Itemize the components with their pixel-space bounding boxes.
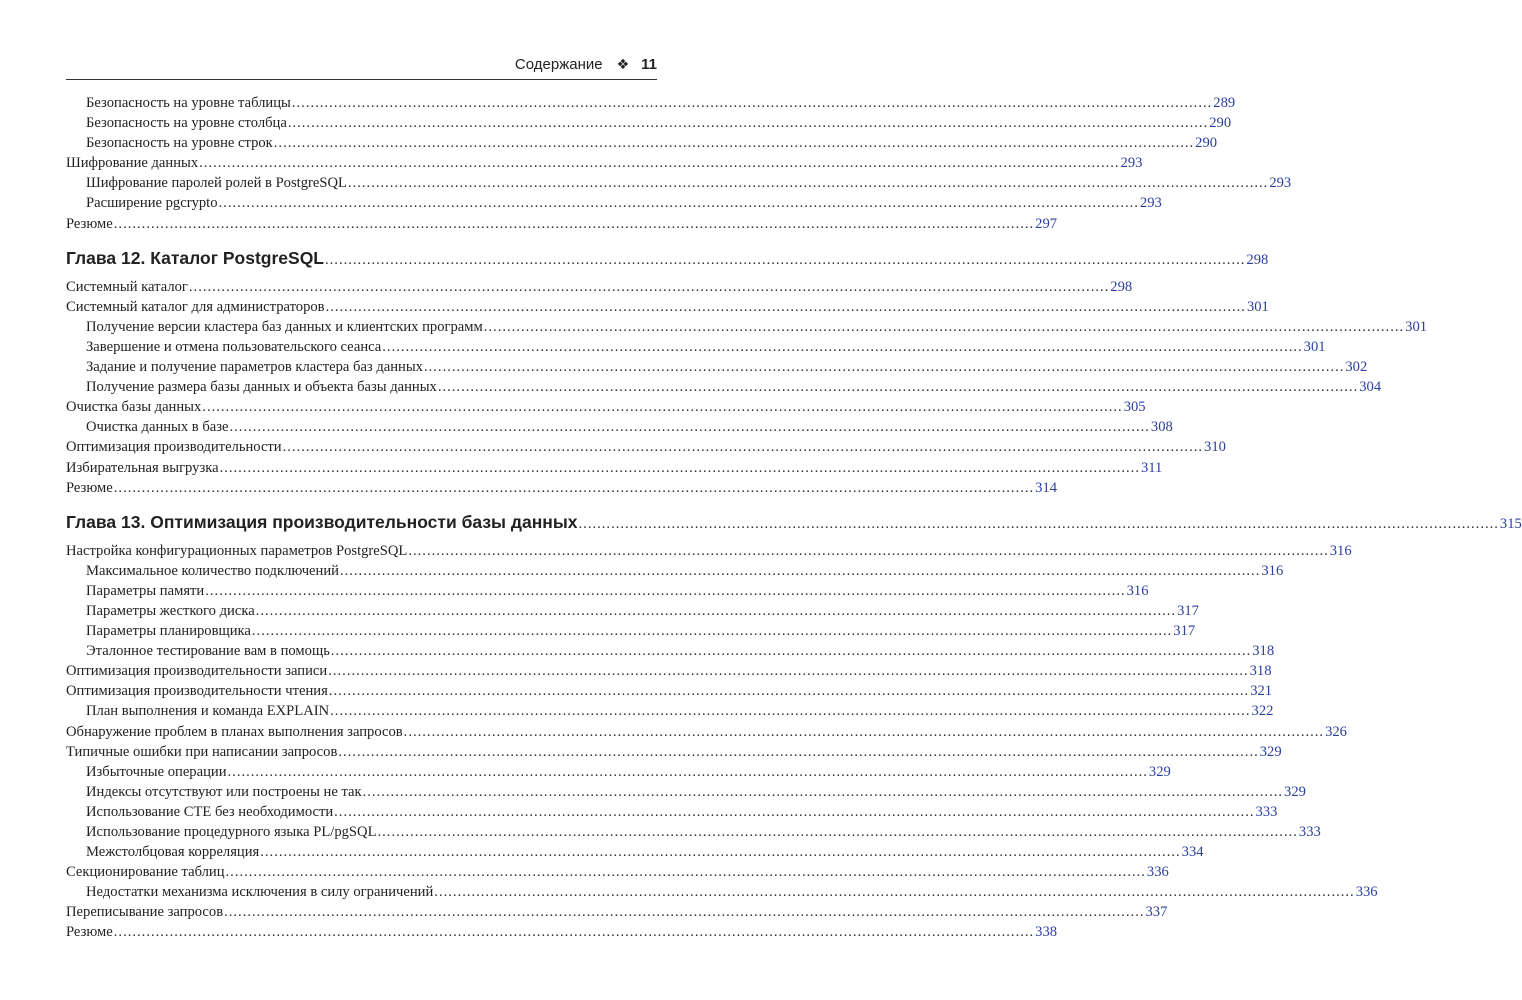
toc-section-entry[interactable]: [66, 458, 1163, 478]
toc-page-link[interactable]: 314: [1035, 479, 1058, 496]
toc-entry-title: Шифрование данных: [66, 155, 199, 172]
toc-page-link[interactable]: 333: [1255, 803, 1278, 820]
table-of-contents: [66, 93, 1522, 943]
running-header: [66, 56, 657, 78]
toc-entry-title: Секционирование таблиц: [66, 864, 225, 881]
toc-leader-dots: [331, 641, 1251, 661]
toc-section-entry[interactable]: [66, 722, 1347, 742]
toc-entry-title: Глава 13. Оптимизация производительности базы данных: [66, 511, 578, 532]
toc-page-link[interactable]: 297: [1035, 215, 1058, 232]
toc-entry-title: План выполнения и команда EXPLAIN: [86, 703, 330, 720]
toc-leader-dots: [408, 541, 1328, 561]
toc-leader-dots: [329, 681, 1249, 701]
toc-leader-dots: [348, 173, 1268, 193]
toc-entry-title: Безопасность на уровне таблицы: [86, 95, 291, 111]
toc-subsection-entry[interactable]: [66, 782, 1306, 802]
toc-page-link[interactable]: 322: [1251, 703, 1274, 720]
toc-entry-title: Безопасность на уровне строк: [86, 135, 273, 152]
toc-entry-title: Типичные ошибки при написании запросов: [66, 743, 338, 760]
toc-leader-dots: [260, 842, 1180, 862]
header-section-title: Содержание: [514, 56, 603, 73]
toc-chapter-heading[interactable]: [66, 511, 1522, 538]
toc-leader-dots: [274, 133, 1194, 153]
toc-entry-title: Недостатки механизма исключения в силу ограничений: [86, 884, 434, 901]
toc-page-link[interactable]: 338: [1035, 924, 1058, 941]
toc-leader-dots: [199, 153, 1119, 173]
toc-subsection-entry[interactable]: [66, 113, 1232, 133]
toc-leader-dots: [114, 478, 1034, 498]
toc-page-link[interactable]: 316: [1261, 562, 1284, 579]
toc-entry-title: Шифрование паролей ролей в PostgreSQL: [86, 175, 347, 192]
toc-subsection-entry[interactable]: [66, 641, 1275, 661]
toc-leader-dots: [230, 417, 1150, 437]
toc-entry-title: Использование процедурного языка PL/pgSQL: [86, 824, 377, 840]
toc-leader-dots: [114, 922, 1034, 942]
toc-entry-title: Переписывание запросов: [66, 904, 224, 921]
toc-subsection-entry[interactable]: [66, 417, 1173, 437]
toc-page-link[interactable]: 298: [1246, 251, 1269, 268]
toc-page-link[interactable]: 290: [1209, 115, 1232, 132]
toc-page-link[interactable]: 315: [1499, 515, 1522, 532]
toc-subsection-entry[interactable]: [66, 337, 1326, 357]
header-rule: [66, 79, 657, 80]
toc-subsection-entry[interactable]: [66, 882, 1378, 902]
toc-entry-title: Получение размера базы данных и объекта базы данных: [86, 379, 437, 396]
toc-leader-dots: [434, 882, 1354, 902]
toc-subsection-entry[interactable]: [66, 317, 1428, 337]
toc-page-link[interactable]: 301: [1246, 298, 1269, 315]
toc-leader-dots: [330, 701, 1250, 721]
toc-page-link[interactable]: 333: [1298, 824, 1321, 840]
toc-subsection-entry[interactable]: [66, 93, 1236, 113]
toc-page-link[interactable]: 311: [1140, 459, 1163, 476]
toc-page-link[interactable]: 308: [1150, 419, 1173, 436]
toc-page-link[interactable]: 317: [1177, 602, 1199, 619]
toc-leader-dots: [382, 337, 1302, 357]
toc-entry-title: Завершение и отмена пользовательского сеанса: [86, 338, 382, 355]
toc-entry-title: Резюме: [66, 215, 113, 232]
toc-section-entry[interactable]: [66, 661, 1272, 681]
toc-chapter-heading[interactable]: [66, 247, 1269, 274]
toc-leader-dots: [363, 782, 1283, 802]
toc-entry-title: Системный каталог для администраторов: [66, 298, 325, 315]
toc-leader-dots: [226, 862, 1146, 882]
toc-subsection-entry[interactable]: [66, 193, 1162, 213]
toc-leader-dots: [334, 802, 1254, 822]
toc-section-entry[interactable]: [66, 153, 1143, 173]
toc-entry-title: Максимальное количество подключений: [86, 562, 339, 579]
toc-entry-title: Очистка базы данных: [66, 399, 202, 416]
toc-leader-dots: [292, 93, 1212, 113]
toc-subsection-entry[interactable]: [66, 822, 1321, 842]
header-page-number: 11: [641, 56, 657, 73]
toc-page-link[interactable]: 326: [1325, 723, 1347, 740]
toc-leader-dots: [404, 722, 1324, 742]
toc-subsection-entry[interactable]: [66, 601, 1199, 621]
toc-leader-dots: [424, 357, 1344, 377]
toc-page-link[interactable]: 318: [1252, 643, 1275, 660]
toc-page-link[interactable]: 334: [1181, 844, 1204, 861]
toc-entry-title: Параметры планировщика: [86, 623, 251, 640]
toc-section-entry[interactable]: [66, 277, 1133, 297]
toc-page-link[interactable]: 317: [1173, 623, 1196, 640]
toc-entry-title: Индексы отсутствуют или построены не так: [86, 783, 362, 800]
toc-section-entry[interactable]: [66, 922, 1058, 942]
toc-subsection-entry[interactable]: [66, 762, 1171, 782]
toc-page-link[interactable]: 293: [1120, 155, 1143, 172]
toc-page-link[interactable]: 337: [1145, 904, 1168, 921]
toc-entry-title: Параметры жесткого диска: [86, 602, 255, 619]
toc-subsection-entry[interactable]: [66, 621, 1196, 641]
toc-section-entry[interactable]: [66, 437, 1226, 457]
toc-leader-dots: [228, 762, 1148, 782]
toc-entry-title: Обнаружение проблем в планах выполнения запросов: [66, 723, 403, 740]
toc-leader-dots: [338, 742, 1258, 762]
toc-section-entry[interactable]: [66, 541, 1352, 561]
toc-subsection-entry[interactable]: [66, 581, 1149, 601]
toc-subsection-entry[interactable]: [66, 842, 1204, 862]
toc-section-entry[interactable]: [66, 397, 1146, 417]
toc-page-link[interactable]: 293: [1269, 175, 1292, 192]
toc-page-link[interactable]: 329: [1259, 743, 1282, 760]
toc-page-link[interactable]: 310: [1204, 439, 1226, 456]
toc-page-link[interactable]: 329: [1148, 763, 1171, 780]
toc-section-entry[interactable]: [66, 297, 1269, 317]
toc-entry-title: Безопасность на уровне столбца: [86, 115, 287, 132]
toc-subsection-entry[interactable]: [66, 561, 1284, 581]
toc-subsection-entry[interactable]: [66, 133, 1218, 153]
toc-section-entry[interactable]: [66, 862, 1169, 882]
toc-page-link[interactable]: 289: [1213, 95, 1236, 111]
toc-page-link[interactable]: 293: [1139, 195, 1162, 212]
toc-entry-title: Оптимизация производительности чтения: [66, 683, 328, 700]
toc-leader-dots: [205, 581, 1125, 601]
toc-leader-dots: [325, 250, 1245, 270]
toc-leader-dots: [579, 514, 1499, 534]
toc-entry-title: Резюме: [66, 479, 113, 496]
header-ornament-icon: ❖: [616, 56, 630, 72]
toc-page-link[interactable]: 321: [1250, 683, 1273, 700]
toc-leader-dots: [288, 113, 1208, 133]
toc-page-link[interactable]: 336: [1355, 884, 1378, 901]
toc-entry-title: Глава 12. Каталог PostgreSQL: [66, 247, 324, 268]
toc-entry-title: Параметры памяти: [86, 582, 205, 599]
toc-page-link[interactable]: 316: [1126, 582, 1149, 599]
toc-entry-title: Оптимизация производительности записи: [66, 663, 328, 680]
toc-leader-dots: [114, 214, 1034, 234]
toc-section-entry[interactable]: [66, 478, 1058, 498]
toc-entry-title: Задание и получение параметров кластера баз данных: [86, 359, 423, 376]
toc-leader-dots: [202, 397, 1122, 417]
toc-subsection-entry[interactable]: [66, 701, 1274, 721]
toc-page-link[interactable]: 329: [1284, 783, 1306, 800]
toc-subsection-entry[interactable]: [66, 802, 1278, 822]
toc-entry-title: Резюме: [66, 924, 113, 941]
toc-leader-dots: [438, 377, 1358, 397]
toc-leader-dots: [220, 458, 1140, 478]
toc-entry-title: Очистка данных в базе: [86, 419, 229, 436]
toc-entry-title: Использование CTE без необходимости: [86, 803, 334, 820]
toc-leader-dots: [328, 661, 1248, 681]
toc-section-entry[interactable]: [66, 742, 1282, 762]
toc-entry-title: Избирательная выгрузка: [66, 459, 219, 476]
toc-page-link[interactable]: 301: [1405, 318, 1428, 335]
toc-subsection-entry[interactable]: [66, 357, 1368, 377]
toc-page-link[interactable]: 302: [1345, 359, 1368, 376]
toc-page-link[interactable]: 336: [1146, 864, 1169, 881]
toc-leader-dots: [189, 277, 1109, 297]
toc-leader-dots: [224, 902, 1144, 922]
toc-leader-dots: [283, 437, 1203, 457]
toc-leader-dots: [252, 621, 1172, 641]
toc-entry-title: Получение версии кластера баз данных и клиентских программ: [86, 318, 483, 335]
toc-page-link[interactable]: 298: [1110, 278, 1133, 295]
toc-leader-dots: [219, 193, 1139, 213]
toc-page-link[interactable]: 318: [1249, 663, 1272, 680]
toc-entry-title: Межстолбцовая корреляция: [86, 844, 260, 861]
toc-entry-title: Оптимизация производительности: [66, 439, 282, 456]
toc-leader-dots: [378, 822, 1298, 842]
toc-page-link[interactable]: 316: [1329, 542, 1352, 559]
toc-page-link[interactable]: 304: [1359, 379, 1382, 396]
toc-section-entry[interactable]: [66, 214, 1058, 234]
toc-entry-title: Избыточные операции: [86, 763, 227, 780]
toc-leader-dots: [340, 561, 1260, 581]
toc-leader-dots: [484, 317, 1404, 337]
toc-subsection-entry[interactable]: [66, 377, 1382, 397]
toc-subsection-entry[interactable]: [66, 173, 1292, 193]
toc-entry-title: Расширение pgcrypto: [86, 195, 218, 212]
toc-page-link[interactable]: 305: [1123, 399, 1146, 416]
toc-entry-title: Системный каталог: [66, 278, 188, 295]
toc-page-link[interactable]: 290: [1195, 135, 1218, 152]
toc-leader-dots: [326, 297, 1246, 317]
toc-entry-title: Настройка конфигурационных параметров PostgreSQL: [66, 542, 408, 559]
toc-section-entry[interactable]: [66, 902, 1168, 922]
toc-leader-dots: [256, 601, 1176, 621]
toc-section-entry[interactable]: [66, 681, 1273, 701]
toc-entry-title: Эталонное тестирование вам в помощь: [86, 643, 330, 660]
toc-page-link[interactable]: 301: [1303, 338, 1326, 355]
